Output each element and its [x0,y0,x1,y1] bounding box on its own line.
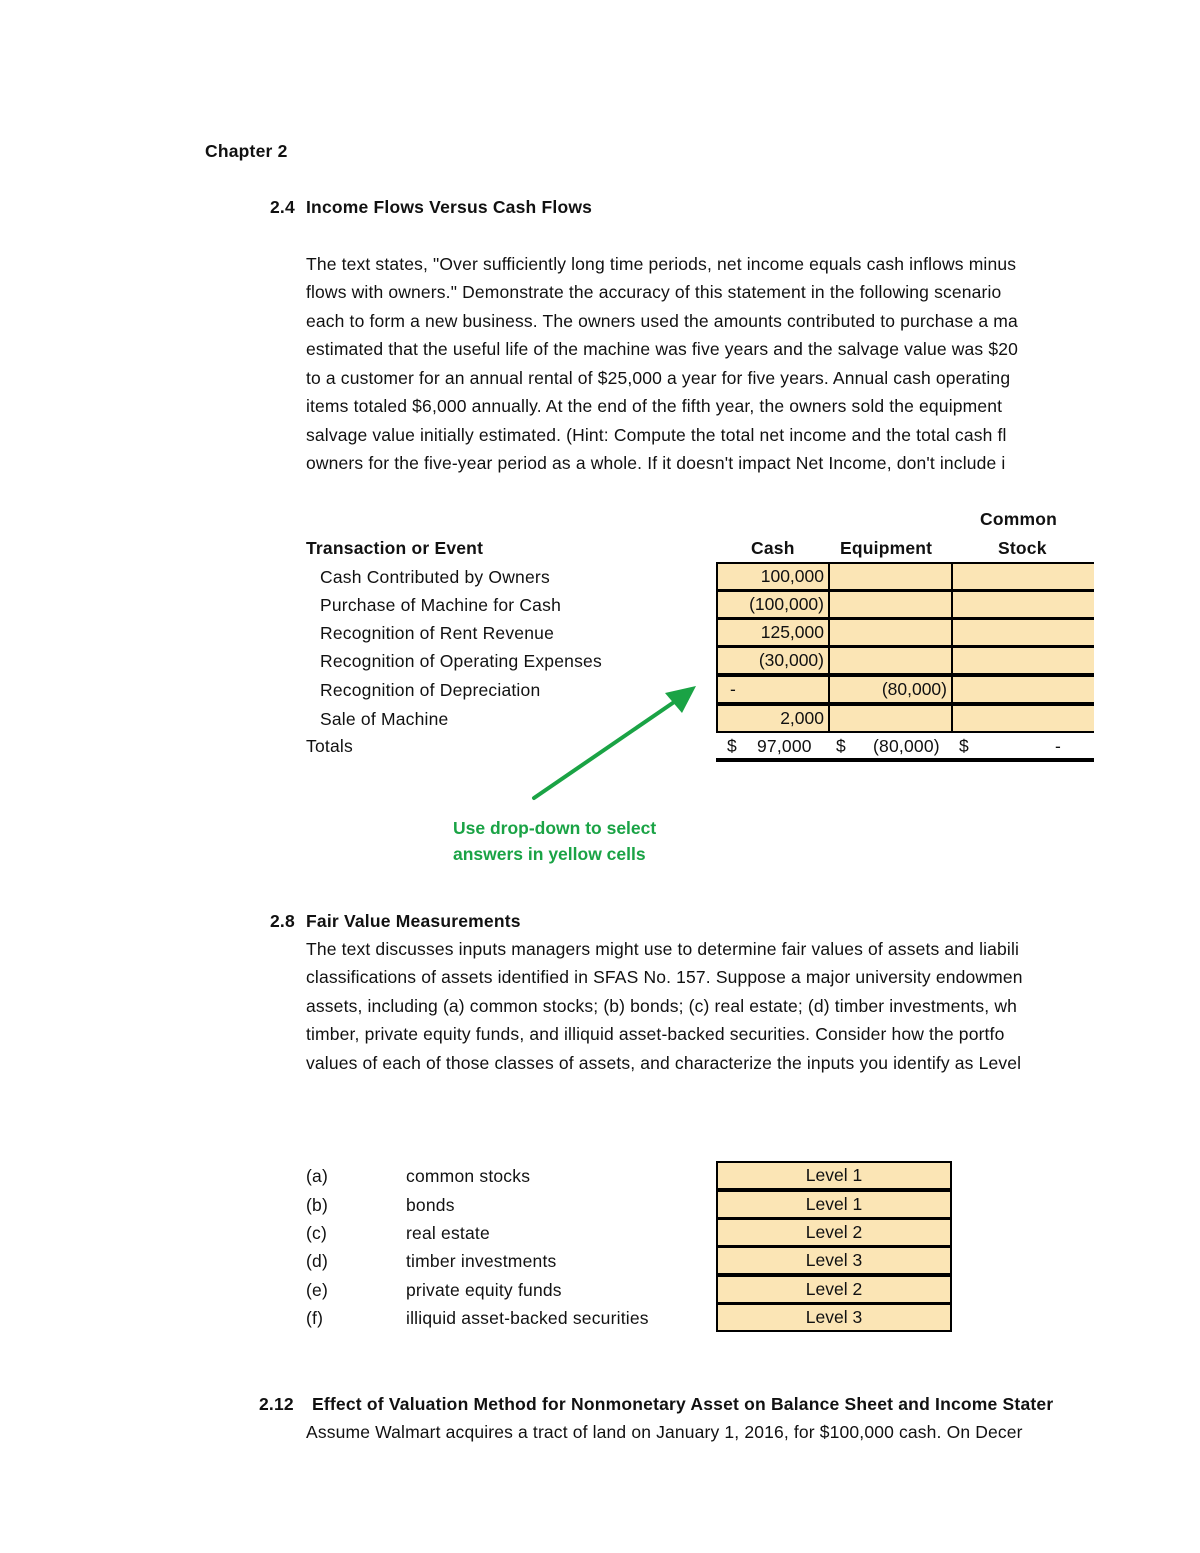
pointer-arrow-icon [520,676,710,806]
equipment-cell[interactable] [828,618,953,647]
section-2-8-number: 2.8 [270,911,295,931]
col-equipment-header: Equipment [840,538,933,558]
stock-cell[interactable] [951,618,1094,647]
total-stock-sign: $ [959,736,969,756]
totals-double-underline [716,758,1094,762]
item-name: real estate [406,1223,490,1243]
sec212-line: Assume Walmart acquires a tract of land on January 1, 2016, for $100,000 cash. On Decer [306,1422,1023,1442]
totals-label: Totals [306,736,353,756]
sec28-line: values of each of those classes of assets, and characterize the inputs you identify as Level [306,1053,1022,1073]
sec24-line: salvage value initially estimated. (Hint: Compute the total net income and the total cash fl [306,425,1007,445]
row-label: Purchase of Machine for Cash [320,595,561,615]
col-common-header-2: Stock [998,538,1047,558]
equipment-cell[interactable]: (80,000) [828,675,953,704]
total-stock: - [1055,736,1062,756]
row-label: Recognition of Operating Expenses [320,651,602,671]
total-equipment-sign: $ [836,736,846,756]
row-label: Recognition of Rent Revenue [320,623,555,643]
sec28-line: The text discusses inputs managers might use to determine fair values of assets and liabili [306,939,1020,959]
section-2-4-title: Income Flows Versus Cash Flows [306,197,593,217]
cash-cell[interactable]: (100,000) [716,590,830,619]
chapter-title: Chapter 2 [205,141,288,161]
section-2-4-number: 2.4 [270,197,295,217]
sec28-line: classifications of assets identified in SFAS No. 157. Suppose a major university endowmen [306,967,1023,987]
item-letter: (f) [306,1308,324,1328]
sec24-line: owners for the five-year period as a whole. If it doesn't impact Net Income, don't include i [306,453,1006,473]
total-cash: 97,000 [757,736,812,756]
item-letter: (a) [306,1166,328,1186]
transaction-header: Transaction or Event [306,538,484,558]
level-dropdown[interactable]: Level 1 [716,1161,952,1190]
level-dropdown[interactable]: Level 3 [716,1303,952,1332]
sec24-line: to a customer for an annual rental of $25,000 a year for five years. Annual cash operating [306,368,1011,388]
item-name: illiquid asset-backed securities [406,1308,649,1328]
stock-cell[interactable] [951,590,1094,619]
equipment-cell[interactable] [828,646,953,675]
item-name: common stocks [406,1166,531,1186]
sec24-line: estimated that the useful life of the machine was five years and the salvage value was $20 [306,339,1018,359]
item-letter: (c) [306,1223,328,1243]
sec24-line: each to form a new business. The owners used the amounts contributed to purchase a ma [306,311,1018,331]
stock-cell[interactable] [951,646,1094,675]
equipment-cell[interactable] [828,590,953,619]
item-letter: (d) [306,1251,328,1271]
cash-cell[interactable]: 100,000 [716,562,830,591]
dropdown-note-line1: Use drop-down to select [453,818,657,838]
col-cash-header: Cash [751,538,795,558]
stock-cell[interactable] [951,704,1094,733]
level-dropdown[interactable]: Level 2 [716,1275,952,1304]
equipment-cell[interactable] [828,704,953,733]
section-2-12-title: Effect of Valuation Method for Nonmonetary Asset on Balance Sheet and Income Stater [312,1394,1054,1414]
col-common-header-1: Common [980,509,1058,529]
section-2-8-title: Fair Value Measurements [306,911,521,931]
item-name: bonds [406,1195,455,1215]
row-label: Cash Contributed by Owners [320,567,550,587]
sec24-line: items totaled $6,000 annually. At the end of the fifth year, the owners sold the equipment [306,396,1003,416]
sec28-line: assets, including (a) common stocks; (b) bonds; (c) real estate; (d) timber investments, wh [306,996,1017,1016]
row-label: Recognition of Depreciation [320,680,541,700]
level-dropdown[interactable]: Level 3 [716,1246,952,1275]
cash-cell[interactable]: 125,000 [716,618,830,647]
cash-cell[interactable]: - [716,675,830,704]
item-letter: (b) [306,1195,328,1215]
section-2-12-number: 2.12 [259,1394,294,1414]
dropdown-note-line2: answers in yellow cells [453,844,646,864]
item-name: timber investments [406,1251,557,1271]
cash-cell[interactable]: 2,000 [716,704,830,733]
stock-cell[interactable] [951,562,1094,591]
sec24-line: The text states, "Over sufficiently long time periods, net income equals cash inflows minus [306,254,1017,274]
item-name: private equity funds [406,1280,562,1300]
cash-cell[interactable]: (30,000) [716,646,830,675]
level-dropdown[interactable]: Level 2 [716,1218,952,1247]
total-equipment: (80,000) [873,736,940,756]
sec28-line: timber, private equity funds, and illiquid asset-backed securities. Consider how the portfo [306,1024,1005,1044]
total-cash-sign: $ [727,736,737,756]
item-letter: (e) [306,1280,328,1300]
sec24-line: flows with owners." Demonstrate the accuracy of this statement in the following scenario [306,282,1002,302]
stock-cell[interactable] [951,675,1094,704]
equipment-cell[interactable] [828,562,953,591]
row-label: Sale of Machine [320,709,449,729]
level-dropdown[interactable]: Level 1 [716,1190,952,1219]
